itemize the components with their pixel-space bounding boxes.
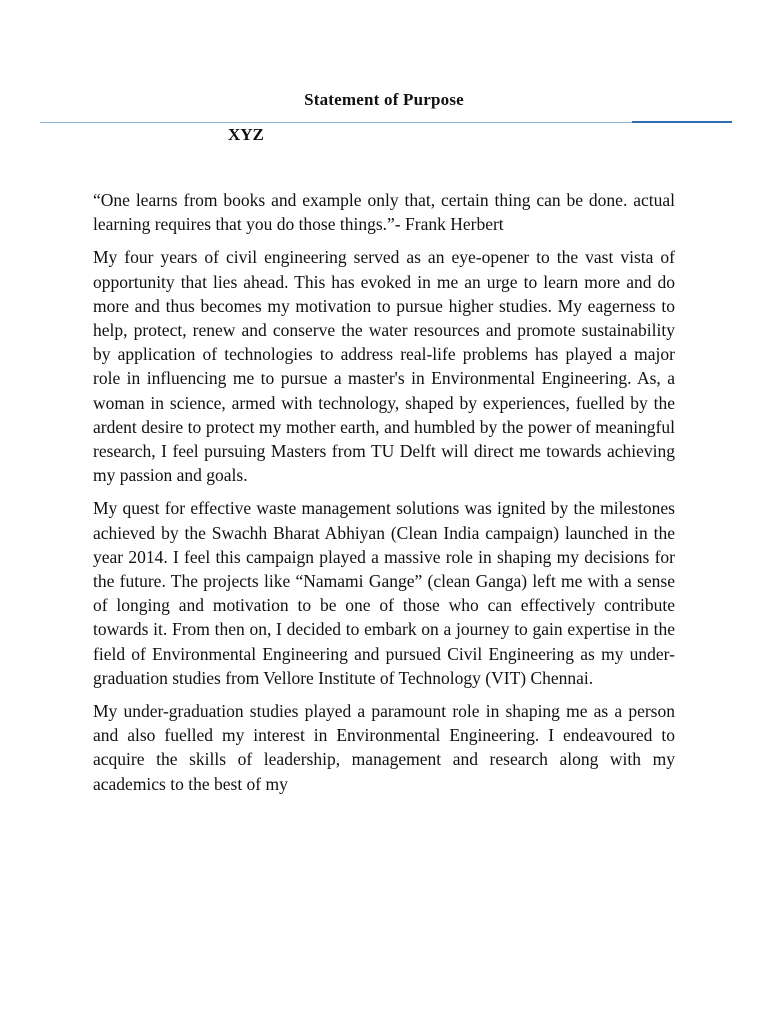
header-divider [40,122,732,123]
quote-paragraph: “One learns from books and example only that, certain thing can be done. actual learning requires that you do those things.”- Frank Herbert [93,190,675,235]
body-paragraph: My four years of civil engineering served as an eye-opener to the vast vista of opportunity that lies ahead. This has evoked in me an urge to learn more and do more and thus becomes my motivation to pursue higher studies. My eagerness to help, protect, renew and conserve the water resources and promote sustainability by application of technologies to address real-life problems has played a major role in influencing me to pursue a master's in Environmental Engineering. As, a woman in science, armed with technology, shaped by experiences, fuelled by the ardent desire to protect my mother earth, and humbled by the power of meaningful research, I feel pursuing Masters from TU Delft will direct me towards achieving my passion and goals. [93,247,675,486]
header-divider-accent [632,121,732,123]
author-name: XYZ [228,125,264,144]
body-paragraph: My under-graduation studies played a paramount role in shaping me as a person and also fuelled my interest in Environmental Engineering. I endeavoured to acquire the skills of leadership, management and research along with my academics to the best of my [93,701,675,794]
body-paragraph: My quest for effective waste management solutions was ignited by the milestones achieved by the Swachh Bharat Abhiyan (Clean India campaign) launched in the year 2014. I feel this campaign played a massive role in shaping my decisions for the future. The projects like “Namami Gange” (clean Ganga) left me with a sense of longing and motivation to be one of those who can effectively contribute towards it. From then on, I decided to embark on a journey to gain expertise in the field of Environmental Engineering and pursued Civil Engineering as my under-graduation studies from Vellore Institute of Technology (VIT) Chennai. [93,498,675,688]
document-body [93,188,675,805]
document-title: Statement of Purpose [304,90,464,109]
